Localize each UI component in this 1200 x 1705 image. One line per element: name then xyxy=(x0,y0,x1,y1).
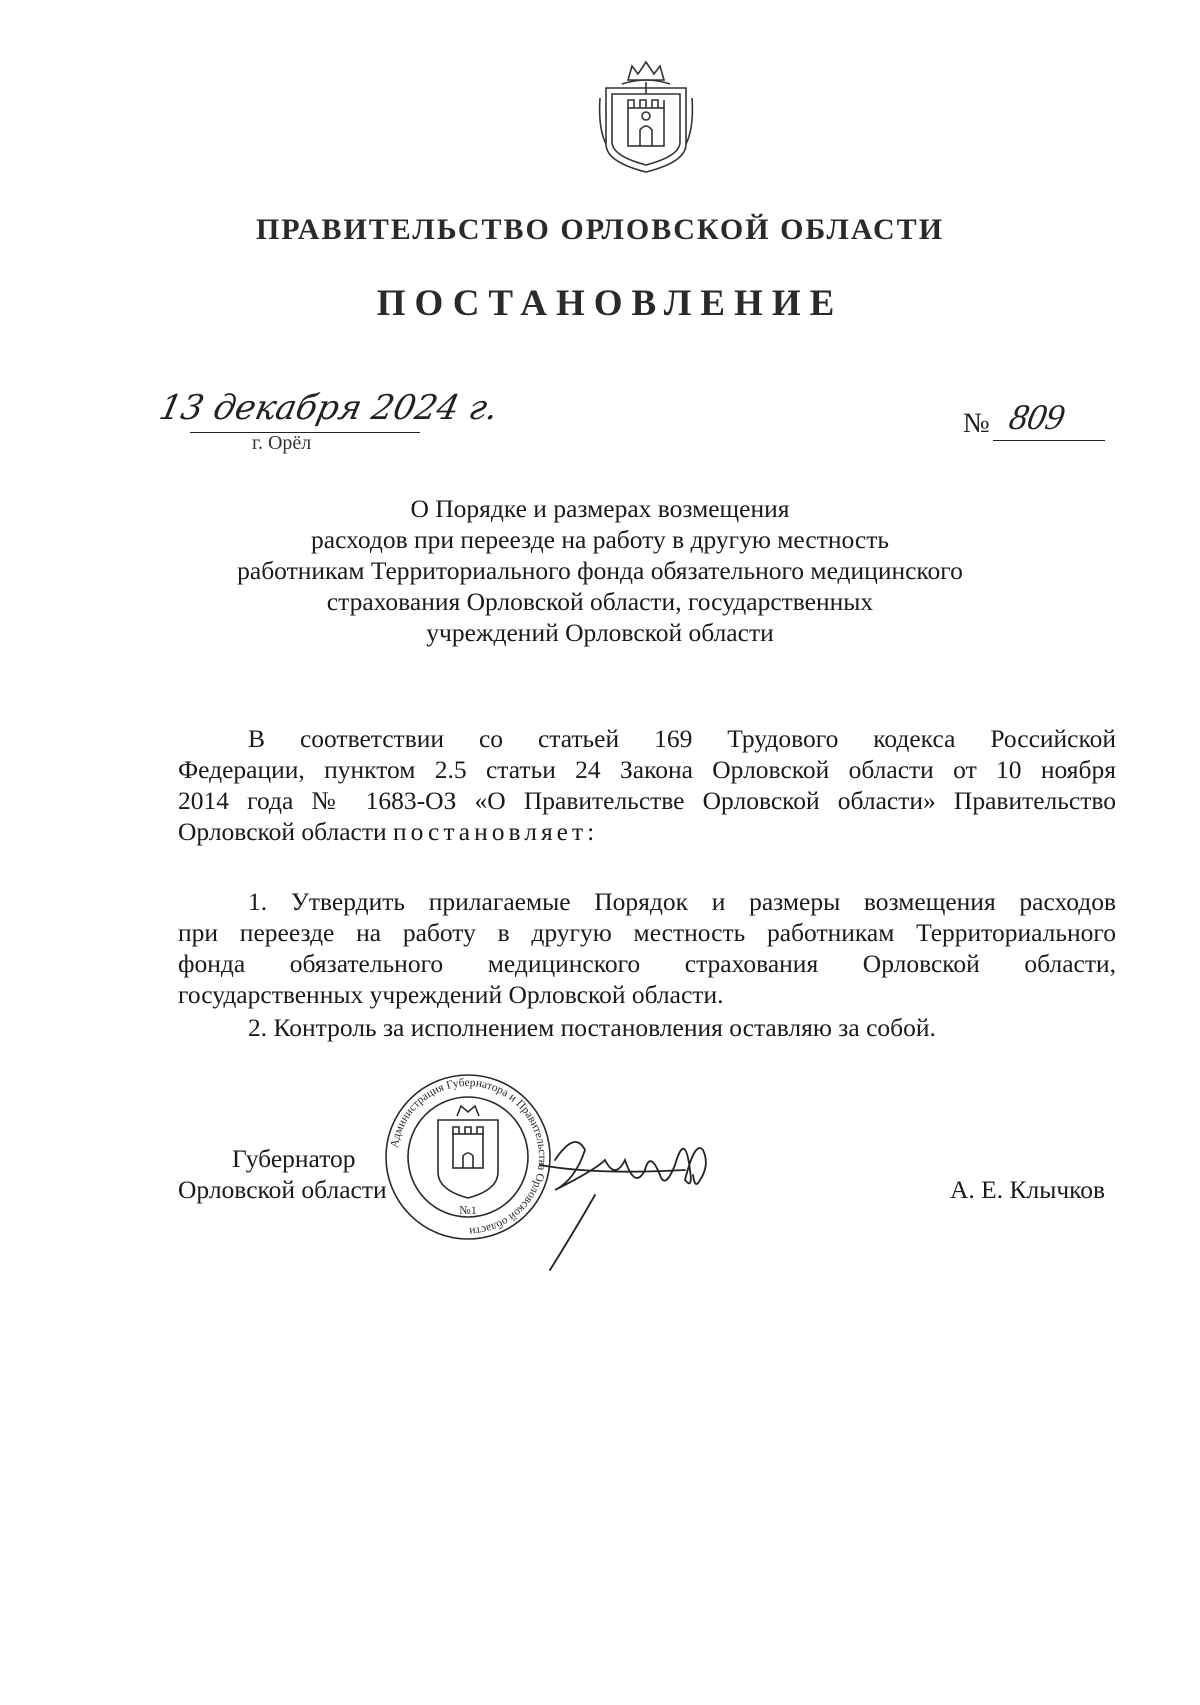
subject-line: О Порядке и размерах возмещения xyxy=(410,494,790,523)
preamble-line: Орловской области xyxy=(178,817,387,846)
item-1-line: фонда обязательного медицинского страхования Орловской области, xyxy=(178,949,1116,978)
handwritten-date: 13 декабря 2024 г. xyxy=(155,388,502,428)
preamble-last-line xyxy=(178,816,1116,847)
document-subject xyxy=(0,493,1200,648)
preamble-line: В соответствии со статьей 169 Трудового кодекса Российской xyxy=(248,724,1116,753)
item-1-paragraph xyxy=(178,886,1116,1010)
signatory-title xyxy=(178,1143,387,1205)
handwritten-number: 809 xyxy=(1005,397,1069,437)
item-1-line: при переезде на работу в другую местность работникам Территориального xyxy=(178,918,1116,947)
signatory-name: А. Е. Клычков xyxy=(950,1175,1106,1204)
document-type-heading: ПОСТАНОВЛЕНИЕ xyxy=(376,283,844,324)
subject-line: расходов при переезде на работу в другую местность xyxy=(311,525,889,554)
coat-of-arms-icon xyxy=(598,58,694,176)
handwritten-signature-icon xyxy=(535,1120,745,1280)
stamp-ring-textpath: Администрация Губернатора и Правительства Орловской области xyxy=(388,1076,549,1238)
preamble-line: Федерации, пунктом 2.5 статьи 24 Закона Орловской области от 10 ноября xyxy=(178,755,1116,784)
subject-line: работникам Территориального фонда обязательного медицинского xyxy=(237,556,963,585)
item-2-line: 2. Контроль за исполнением постановления оставляю за собой. xyxy=(248,1013,936,1042)
organization-title: ПРАВИТЕЛЬСТВО ОРЛОВСКОЙ ОБЛАСТИ xyxy=(255,213,945,246)
subject-line: учреждений Орловской области xyxy=(426,618,774,647)
resolves-word: постановляет: xyxy=(393,817,599,846)
preamble-paragraph xyxy=(178,723,1116,847)
stamp-ring-text xyxy=(383,1072,553,1242)
subject-line: страхования Орловской области, государственных xyxy=(326,587,874,616)
item-2-paragraph xyxy=(178,1012,1116,1043)
preamble-line: 2014 года № 1683-ОЗ «О Правительстве Орловской области» Правительство xyxy=(178,786,1116,815)
item-1-line: 1. Утвердить прилагаемые Порядок и размеры возмещения расходов xyxy=(248,887,1116,916)
signatory-title-line: Орловской области xyxy=(178,1175,387,1204)
city-label: г. Орёл xyxy=(252,432,312,454)
signatory-title-line: Губернатор xyxy=(232,1144,356,1173)
stamp-number: №1 xyxy=(459,1203,477,1217)
number-sign: № xyxy=(963,408,990,439)
number-underline xyxy=(993,440,1105,441)
item-1-line: государственных учреждений Орловской области. xyxy=(178,980,724,1009)
